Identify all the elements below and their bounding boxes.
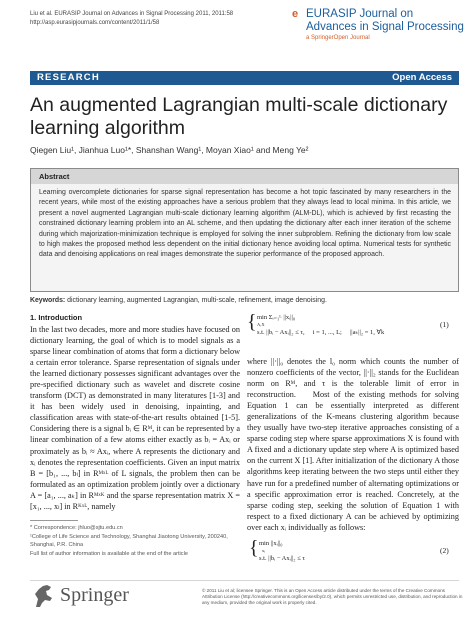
article-url[interactable]: http://asp.eurasipjournals.com/content/2011/1/58	[30, 19, 160, 26]
eq2-constraint: s.t. ||bᵢ − Axᵢ||₂ ≤ τ	[259, 555, 305, 562]
footnote-rule	[30, 520, 78, 521]
intro-heading: 1. Introduction	[30, 313, 83, 322]
journal-subtitle: a SpringerOpen Journal	[306, 35, 370, 41]
springer-wordmark: Springer	[60, 584, 129, 606]
eq1-subscript: A,X	[257, 322, 265, 327]
eq1-constraint: s.t. ||bᵢ − Axᵢ||₂ ≤ τ, i = 1, ..., L; ||aₖ||₂ = 1, ∀k	[257, 329, 385, 336]
eq1-brace: {	[247, 311, 257, 333]
footnote-full-list: Full list of author information is available at the end of the article	[30, 550, 188, 557]
intro-left-column: In the last two decades, more and more studies have focused on dictionary learning, the goal of which is to model signals as a sparse linear combination of atoms that form a dictionary below a certain error tolerance. Sparse representation of signals under the learned dictionary possesses significant advantages over the pre-specified dictionary such as wavelet and discrete cosine transform (DCT) as demonstrated in many literatures [1-3] and it has been widely used in denoising, inpainting, and classification areas with state-of-the-art results obtained [1-5]. Considering there is a signal bᵢ ∈ Rᴹ, it can be represented by a linear combination of a few atoms either exactly as bᵢ = Axᵢ or proximately as bᵢ ≈ Axᵢ, where A represents the dictionary and xᵢ denotes the representation coefficients. Given an input matrix B = [b₁, ..., bₗ] in Rᴹˣᴸ of L signals, the problem then can be formulated as an optimization problem jointly over a dictionary A = [a₁, ..., aₖ] in Rᴹˣᴷ and the sparse representation matrix X = [x₁, ..., xₗ] in Rᴷˣᴸ, namely	[30, 325, 240, 511]
footnotes	[30, 524, 240, 558]
section-bar	[30, 71, 459, 85]
eq2-number: (2)	[440, 546, 449, 555]
intro-right-column: where ||·||₀ denotes the l₀ norm which counts the number of nonzero coefficients of the vector, ||·||₂ stands for the Euclidean norm on Rᴹ, and τ is the tolerable limit of error in reconstruction. Most of the existing methods for solving Equation 1 can be essentially interpreted as different generalizations of the K-means clustering algorithm because they usually have two-step iterative approaches consisting of a sparse coding step where sparse approximations X is found with A fixed and a dictionary update step where A is optimized based on the current X [1]. After initialization of the dictionary A those algorithms keep iterating between the two steps until either they have run for a predefined number of alternating optimizations or a specific approximation error is reached. Concretely, at the sparse coding step, seeking the solution of Equation 1 with respect to a fixed dictionary A can be achieved by optimizing over each xᵢ individually as follows:	[247, 357, 459, 532]
running-header	[30, 10, 280, 27]
eq2-brace: {	[249, 537, 259, 559]
keywords-label: Keywords:	[30, 297, 66, 304]
eq2-objective: min ||xᵢ||₀	[259, 540, 283, 547]
springer-logo	[30, 578, 180, 618]
author-list: Qiegen Liu¹, Jianhua Luo¹*, Shanshan Wang¹, Moyan Xiao¹ and Meng Ye²	[30, 145, 309, 155]
springer-horse-icon	[32, 583, 56, 609]
abstract-box	[30, 168, 459, 292]
footnote-correspondence: * Correspondence: jhluo@sjtu.edu.cn	[30, 525, 123, 531]
eq1-number: (1)	[440, 320, 449, 329]
keywords-text: dictionary learning, augmented Lagrangian, multi-scale, refinement, image denoising.	[67, 297, 327, 304]
eurasip-logo-icon: e	[292, 8, 299, 20]
article-title: An augmented Lagrangian multi-scale dictionary learning algorithm	[30, 94, 448, 139]
abstract-heading: Abstract	[31, 169, 458, 184]
keywords	[30, 297, 459, 304]
eq2-subscript: xᵢ	[262, 548, 265, 553]
open-access-label: Open Access	[392, 72, 452, 83]
footnote-affiliation: ¹College of Life Science and Technology, Shanghai Jiaotong University, 200240, Shanghai, P.R. China	[30, 533, 228, 548]
journal-name-line1: EURASIP Journal on	[306, 8, 414, 20]
eq1-objective: min Σᵢ₌₁ᴸ ||xᵢ||₀	[257, 314, 296, 321]
section-label: RESEARCH	[37, 72, 100, 83]
journal-name-line2: Advances in Signal Processing	[306, 21, 464, 33]
license-text: © 2011 Liu et al; licensee Springer. This is an Open Access article distributed under the terms of the Creative Commons Attribution License (http://creativecommons.org/licenses/by/2.0), which permits unrestricted use, distribution, and reproduction in any medium, provided the original work is properly cited.	[202, 588, 463, 605]
citation-line: Liu et al. EURASIP Journal on Advances in Signal Processing 2011, 2011:58	[30, 11, 234, 17]
abstract-text: Learning overcomplete dictionaries for sparse signal representation has become a hot topic fascinated by many researchers in the recent years, while most of the existing approaches have a serious problem that they always lead to local minima. In this article, we present a novel augmented Lagrangian multi-scale dictionary learning algorithm (ALM-DL), which is achieved by first recasting the constrained dictionary learning problem into an AL scheme, and then updating the dictionary after each inner iteration of the scheme during which majorization-minimization technique is employed for solving the inner subproblem. Refining the dictionary from low scale to high makes the proposed method less dependent on the initial dictionary hence avoiding local optima. Numerical tests for synthetic data and denoising applications on real images demonstrate the superior performance of the proposed approach.	[39, 189, 451, 259]
